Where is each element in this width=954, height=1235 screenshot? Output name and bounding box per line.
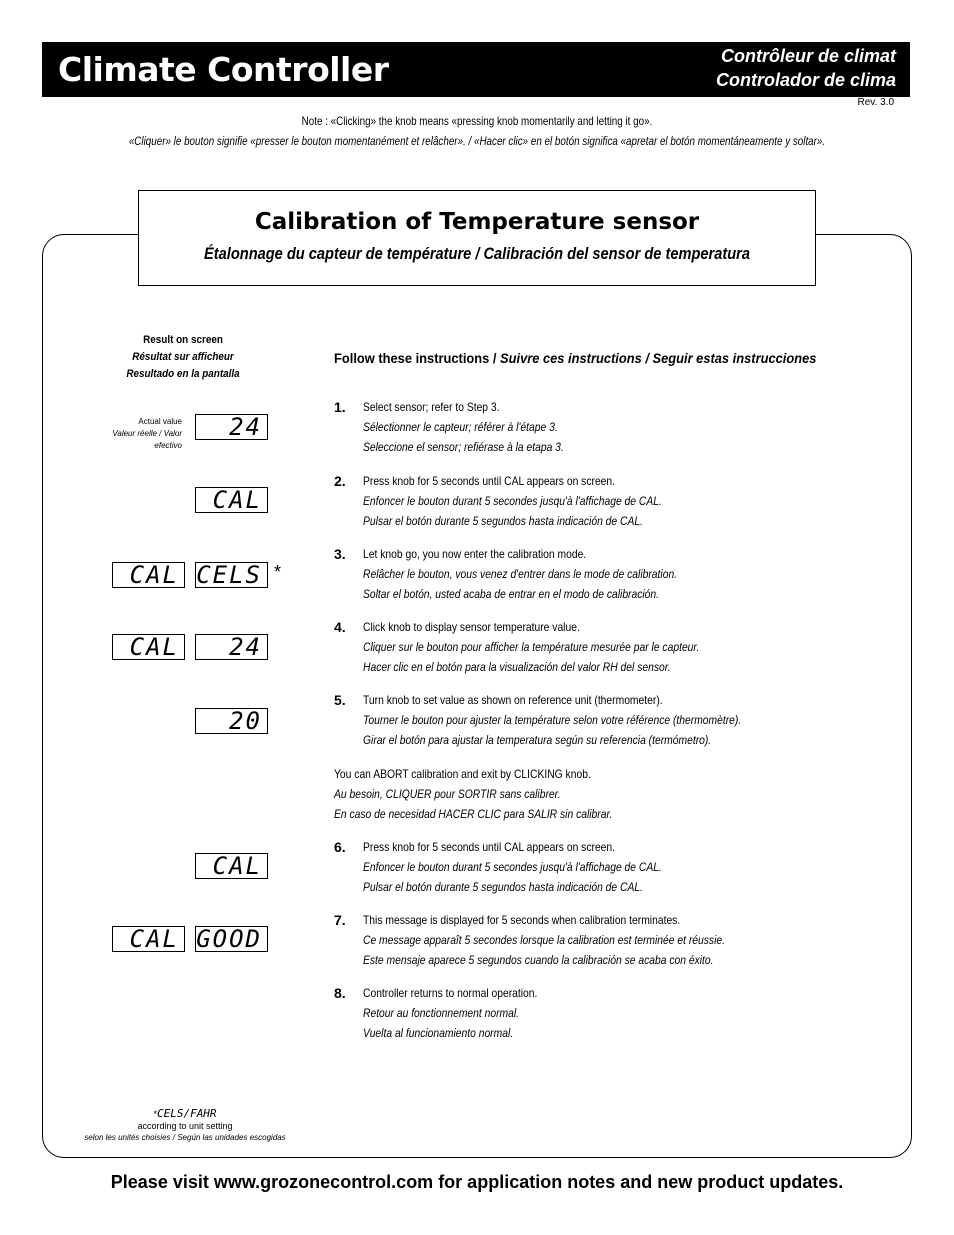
footnote-star: * (153, 1109, 157, 1119)
revision-label: Rev. 3.0 (857, 97, 894, 108)
result-header-fr: Résultat sur afficheur (132, 351, 234, 363)
lcd-display-1: 24 (195, 414, 268, 440)
lcd-display-4a: CAL (112, 634, 185, 660)
note-fr-es: «Cliquer» le bouton signifie «presser le bouton momentanément et relâcher». / «Hacer clic» en el botón significa «apretar el botón momentáneamente y soltar». (128, 134, 826, 148)
abort-en: You can ABORT calibration and exit by CLICKING knob. (334, 767, 591, 781)
subtitle-fr: Contrôleur de climat (720, 46, 896, 66)
step-text-fr: Relâcher le bouton, vous venez d'entrer dans le mode de calibration. (363, 567, 678, 581)
section-subtitle: Étalonnage du capteur de température / Calibración del sensor de temperatura (204, 244, 750, 263)
step-text-es: Hacer clic en el botón para la visualización del valor RH del sensor. (363, 660, 671, 674)
page-title: Climate Controller (58, 50, 389, 89)
step-text-fr: Cliquer sur le bouton pour afficher la température mesurée par le capteur. (363, 640, 700, 654)
follow-instructions (334, 350, 816, 366)
result-header-en: Result on screen (143, 334, 223, 346)
footnote (80, 1108, 290, 1144)
lcd-display-7a: CAL (112, 926, 185, 952)
step-text-es: Girar el botón para ajustar la temperatura según su referencia (termómetro). (363, 733, 712, 747)
lcd-display-3b: CELS (195, 562, 268, 588)
result-header (116, 332, 251, 383)
step-text-fr: Tourner le bouton pour ajuster la température selon votre référence (thermomètre). (363, 713, 742, 727)
step-text-es: Seleccione el sensor; refiérase à la etapa 3. (363, 440, 564, 454)
asterisk-marker: * (274, 562, 282, 582)
step-text-fr: Enfoncer le bouton durant 5 secondes jusqu'à l'affichage de CAL. (363, 494, 662, 508)
follow-en: Follow these instructions / (334, 350, 501, 366)
step-number: 6. (334, 839, 346, 855)
step-text-en: Click knob to display sensor temperature value. (363, 620, 580, 634)
actual-value-label (90, 416, 182, 452)
step-text-es: Soltar el botón, usted acaba de entrar en el modo de calibración. (363, 587, 660, 601)
step-text-fr: Sélectionner le capteur; référer à l'étape 3. (363, 420, 558, 434)
abort-es: En caso de necesidad HACER CLIC para SALIR sin calibrar. (334, 807, 613, 821)
lcd-display-6: CAL (195, 853, 268, 879)
step-text-en: Press knob for 5 seconds until CAL appears on screen. (363, 840, 616, 854)
result-header-es: Resultado en la pantalla (126, 368, 240, 380)
footnote-en: according to unit setting (137, 1121, 233, 1131)
lcd-display-3a: CAL (112, 562, 185, 588)
step-text-en: Turn knob to set value as shown on reference unit (thermometer). (363, 693, 663, 707)
step-text-es: Vuelta al funcionamiento normal. (363, 1026, 514, 1040)
step-number: 3. (334, 546, 346, 562)
lcd-display-4b: 24 (195, 634, 268, 660)
actual-value-fr-es: Valeur réelle / Valor efectivo (112, 429, 182, 450)
section-title-box (138, 190, 816, 286)
step-number: 2. (334, 473, 346, 489)
section-title: Calibration of Temperature sensor (254, 209, 700, 235)
header-bar (42, 42, 910, 97)
visit-notice: Please visit www.grozonecontrol.com for application notes and new product updates. (110, 1172, 844, 1192)
abort-fr: Au besoin, CLIQUER pour SORTIR sans calibrer. (334, 787, 561, 801)
follow-fr-es: Suivre ces instructions / Seguir estas instrucciones (500, 350, 817, 366)
step-number: 8. (334, 985, 346, 1001)
step-number: 7. (334, 912, 346, 928)
step-number: 1. (334, 399, 346, 415)
footnote-fr-es: selon les unités choisies / Según las unidades escogidas (84, 1133, 286, 1142)
step-text-en: Press knob for 5 seconds until CAL appears on screen. (363, 474, 616, 488)
step-text-es: Pulsar el botón durante 5 segundos hasta indicación de CAL. (363, 514, 643, 528)
abort-note (334, 764, 612, 824)
step-text-en: Controller returns to normal operation. (363, 986, 538, 1000)
step-number: 5. (334, 692, 346, 708)
note-en: Note : «Clicking» the knob means «pressing knob momentarily and letting it go». (301, 114, 653, 128)
subtitle-es: Controlador de clima (715, 70, 896, 90)
step-number: 4. (334, 619, 346, 635)
actual-value-en: Actual value (138, 417, 182, 426)
step-text-en: Let knob go, you now enter the calibration mode. (363, 547, 587, 561)
lcd-display-2: CAL (195, 487, 268, 513)
step-text-fr: Retour au fonctionnement normal. (363, 1006, 520, 1020)
step-text-fr: Enfoncer le bouton durant 5 secondes jusqu'à l'affichage de CAL. (363, 860, 662, 874)
lcd-display-7b: GOOD (195, 926, 268, 952)
lcd-display-5: 20 (195, 708, 268, 734)
footnote-cels-fahr: CELS/FAHR (156, 1107, 217, 1120)
step-text-es: Pulsar el botón durante 5 segundos hasta indicación de CAL. (363, 880, 643, 894)
step-text-es: Este mensaje aparece 5 segundos cuando la calibración se acaba con éxito. (363, 953, 714, 967)
step-text-en: Select sensor; refer to Step 3. (363, 400, 500, 414)
step-text-en: This message is displayed for 5 seconds when calibration terminates. (363, 913, 681, 927)
step-text-fr: Ce message apparaît 5 secondes lorsque la calibration est terminée et réussie. (363, 933, 725, 947)
